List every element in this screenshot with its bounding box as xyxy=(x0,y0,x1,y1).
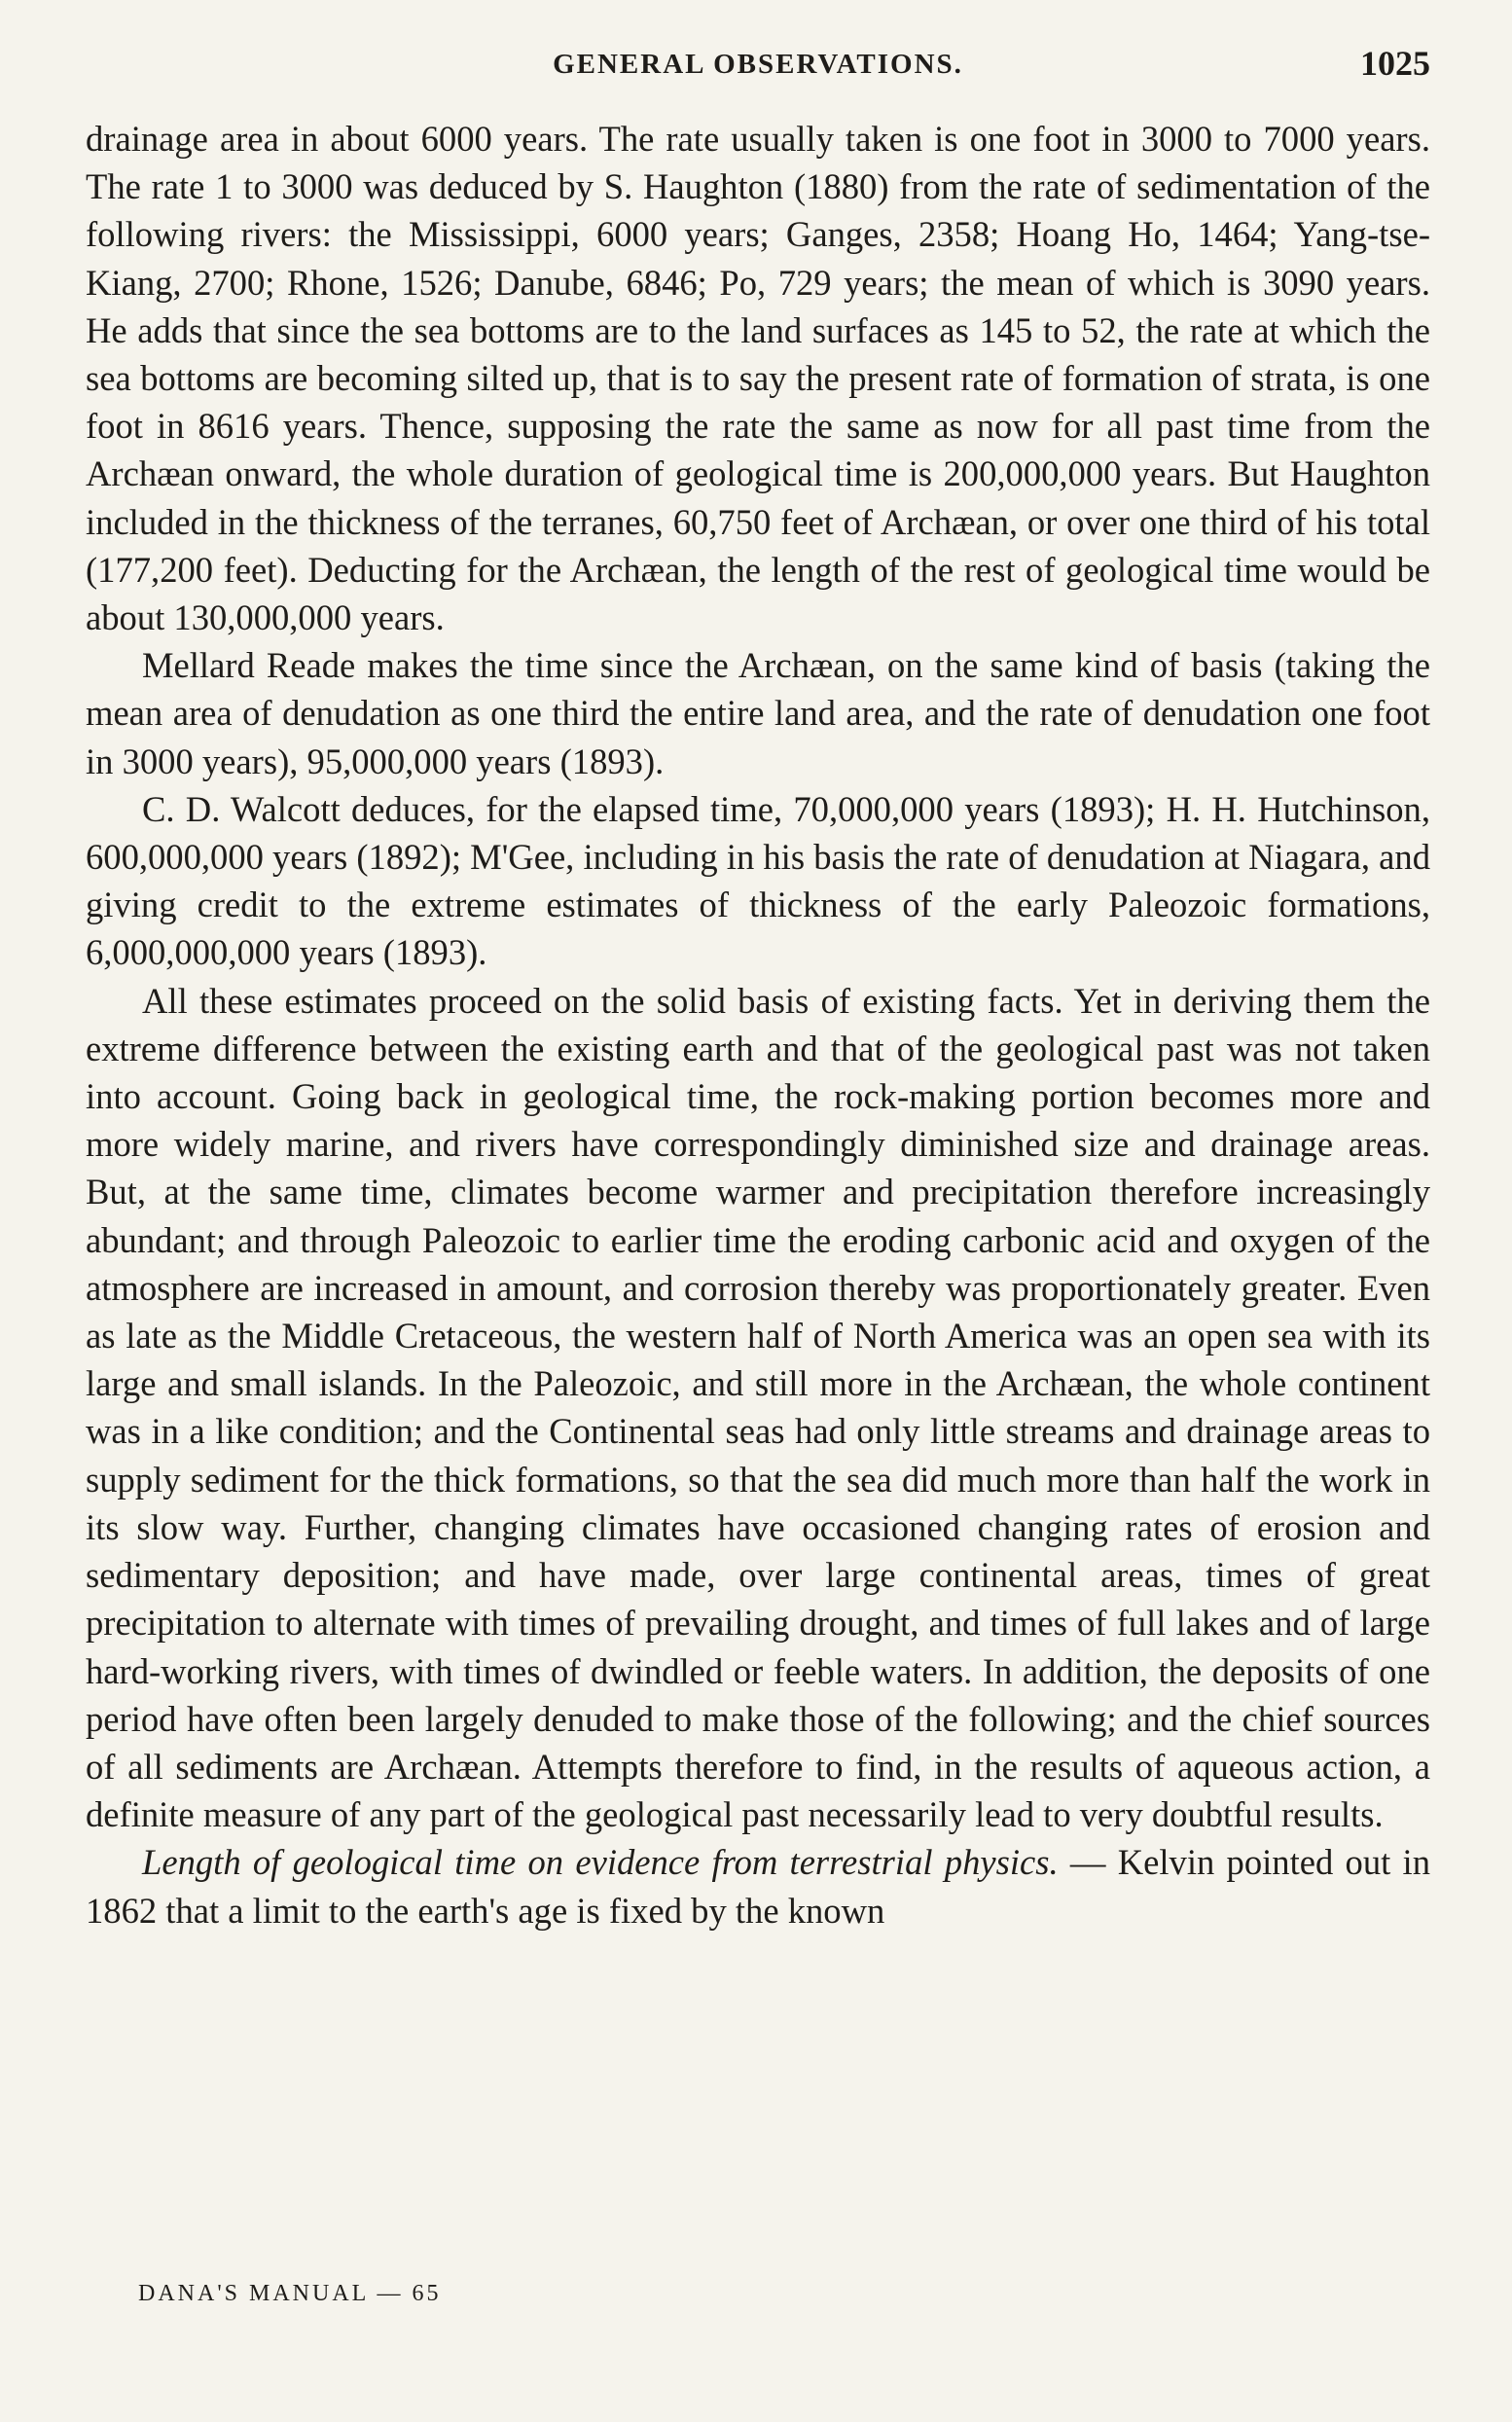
paragraph-continued: drainage area in about 6000 years. The rate usually taken is one foot in 3000 to 7000 years. The rate 1 to 3000 was deduced by S. Haughton (1880) from the rate of sedimentation of the following rivers: the Mississippi, 6000 years; Ganges, 2358; Hoang Ho, 1464; Yang-tse-Kiang, 2700; Rhone, 1526; Danube, 6846; Po, 729 years; the mean of which is 3090 years. He adds that since the sea bottoms are to the land surfaces as 145 to 52, the rate at which the sea bottoms are becoming silted up, that is to say the present rate of formation of strata, is one foot in 8616 years. Thence, supposing the rate the same as now for all past time from the Archæan onward, the whole duration of geological time is 200,000,000 years. But Haughton included in the thickness of the terranes, 60,750 feet of Archæan, or over one third of his total (177,200 feet). Deducting for the Archæan, the length of the rest of geological time would be about 130,000,000 years. xyxy=(86,119,1430,638)
paragraph-walcott: C. D. Walcott deduces, for the elapsed time, 70,000,000 years (1893); H. H. Hutchinson, 600,000,000 years (1892); M'Gee, including in his basis the rate of denudation at Niagara, and giving credit to the extreme estimates of thickness of the early Paleozoic formations, 6,000,000,000 years (1893). xyxy=(86,788,1430,973)
section-run-in-heading: Length of geological time on evidence from terrestrial physics. xyxy=(142,1842,1059,1883)
body-text xyxy=(86,115,1430,1934)
paragraph-kelvin xyxy=(86,1838,1430,1934)
paragraph-kelvin-text: — Kelvin pointed out in 1862 that a limit to the earth's age is fixed by the known xyxy=(86,1842,1430,1931)
paragraph-reade: Mellard Reade makes the time since the Archæan, on the same kind of basis (taking the mean area of denudation as one third the entire land area, and the rate of denudation one foot in 3000 years), 95,000,000 years (1893). xyxy=(86,645,1430,781)
paragraph-estimates: All these estimates proceed on the solid basis of existing facts. Yet in deriving them the extreme difference between the existing earth and that of the geological past was not taken into account. Going back in geological time, the rock-making portion becomes more and more widely marine, and rivers have correspondingly diminished size and drainage areas. But, at the same time, climates become warmer and precipitation therefore increasingly abundant; and through Paleozoic to earlier time the eroding carbonic acid and oxygen of the atmosphere are increased in amount, and corrosion thereby was proportionately greater. Even as late as the Middle Cretaceous, the western half of North America was an open sea with its large and small islands. In the Paleozoic, and still more in the Archæan, the whole continent was in a like condition; and the Continental seas had only little streams and drainage areas to supply sediment for the thick formations, so that the sea did much more than half the work in its slow way. Further, changing climates have occasioned changing rates of erosion and sedimentary deposition; and have made, over large continental areas, times of great precipitation to alternate with times of prevailing drought, and times of full lakes and of large hard-working rivers, with times of dwindled or feeble waters. In addition, the deposits of one period have often been largely denuded to make those of the following; and the chief sources of all sediments are Archæan. Attempts therefore to find, in the results of aqueous action, a definite measure of any part of the geological past necessarily lead to very doubtful results. xyxy=(86,980,1430,1835)
page-number: 1025 xyxy=(1360,44,1430,83)
document-page xyxy=(86,39,1430,1934)
page-header xyxy=(86,39,1430,95)
signature-mark: DANA'S MANUAL — 65 xyxy=(138,2281,442,2306)
running-title: GENERAL OBSERVATIONS. xyxy=(553,49,963,80)
